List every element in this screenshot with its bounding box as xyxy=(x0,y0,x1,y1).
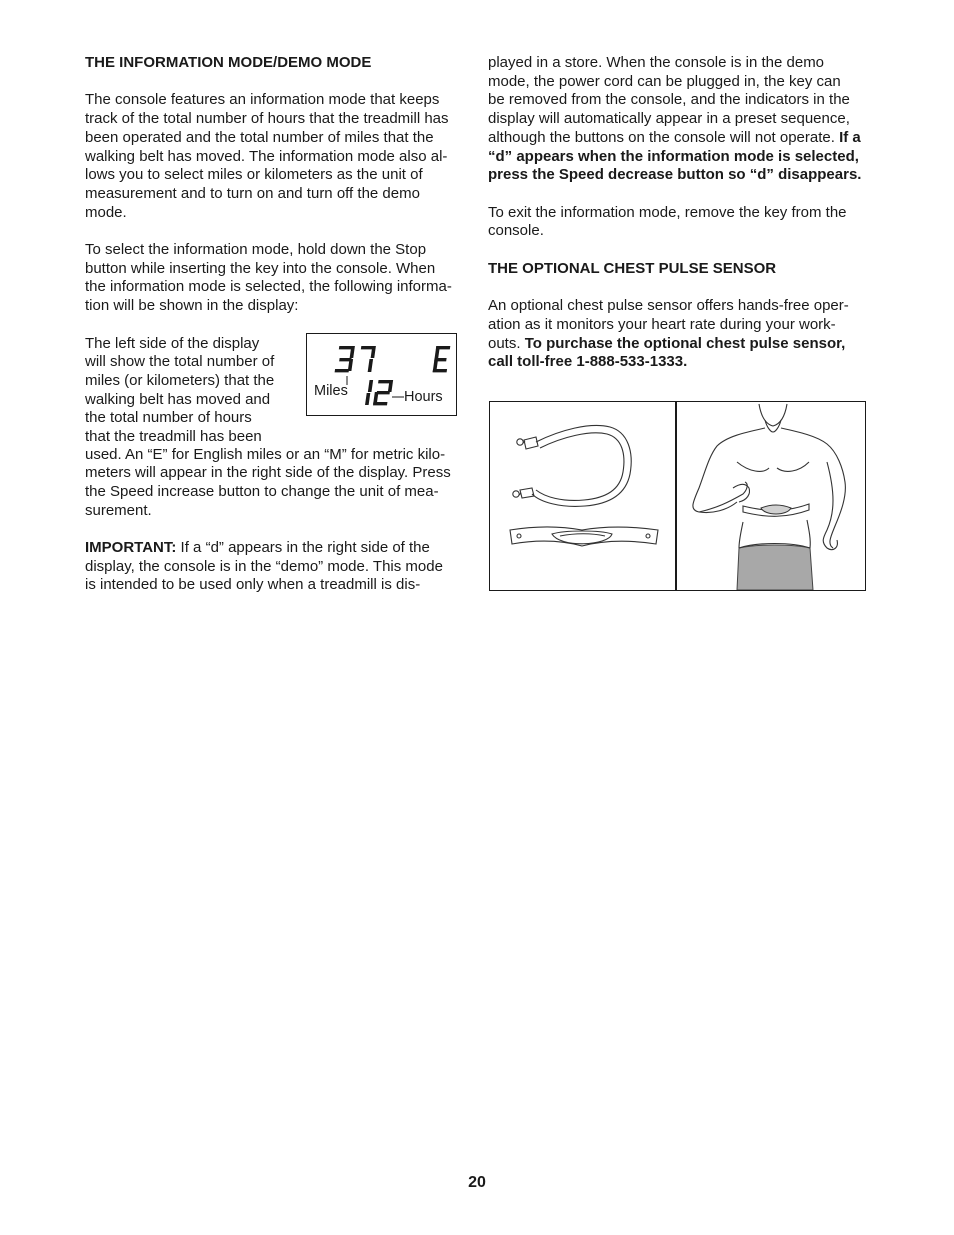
info-mode-paragraph: The console features an information mode that keeps track of the total number of hours that the treadmill has been operated and the total number of miles that the walking belt has moved. The information mode also al- lows you to select miles or kilometers as the unit of measurement and to turn on and turn off the demo mode. xyxy=(85,91,449,221)
chest-pulse-sensor-figure xyxy=(489,401,866,591)
chest-strap-illustration xyxy=(490,402,675,590)
chest-pulse-paragraph: An optional chest pulse sensor offers hands-free oper- ation as it monitors your heart rate during your work- outs. To purchase the optional chest pulse sensor, call toll-free 1-888-533-1333. xyxy=(488,297,849,371)
right-column xyxy=(488,54,870,391)
select-info-mode-paragraph: To select the information mode, hold down the Stop button while inserting the key into the console. When the information mode is selected, the following informa- tion will be shown in the display: xyxy=(85,241,452,315)
person-wearing-strap-illustration xyxy=(677,402,865,590)
units-paragraph: used. An “E” for English miles or an “M” for metric kilo- meters will appear in the right side of the display. Press the Speed increase button to change the unit of mea- surement. xyxy=(85,445,451,519)
display-description-text: The left side of the display will show the total number of miles (or kilometers) that the walking belt has moved and the total number of hours that the treadmill has been xyxy=(85,334,275,446)
page-number: 20 xyxy=(468,1174,486,1191)
digit-hours-2 xyxy=(373,380,393,405)
digit-hours-1 xyxy=(365,380,373,405)
left-column xyxy=(85,54,465,614)
digit-miles-7 xyxy=(358,346,376,372)
important-paragraph: IMPORTANT: If a “d” appears in the right side of the display, the console is in the “demo” mode. This mode is intended to be used only when a treadmill is dis- xyxy=(85,539,443,594)
digit-miles-3 xyxy=(335,346,355,372)
demo-mode-paragraph: played in a store. When the console is in the demo mode, the power cord can be plugged in, the key can be removed from the console, and the indicators in the display will automatically appear in a preset sequence, although the buttons on the console will not operate. If a “d” appears when the information mode is selected, press the Speed decrease button so “d” disappears. xyxy=(488,54,862,184)
chest-pulse-heading: THE OPTIONAL CHEST PULSE SENSOR xyxy=(488,259,777,277)
exit-info-mode-paragraph: To exit the information mode, remove the key from the console. xyxy=(488,203,847,240)
miles-label: Miles xyxy=(314,382,348,399)
important-label: IMPORTANT: xyxy=(85,539,177,556)
unit-letter-e xyxy=(433,346,451,372)
display-description-row xyxy=(85,335,465,447)
info-mode-heading: THE INFORMATION MODE/DEMO MODE xyxy=(85,54,372,71)
console-display-illustration xyxy=(306,333,457,416)
hours-label: Hours xyxy=(404,388,443,405)
